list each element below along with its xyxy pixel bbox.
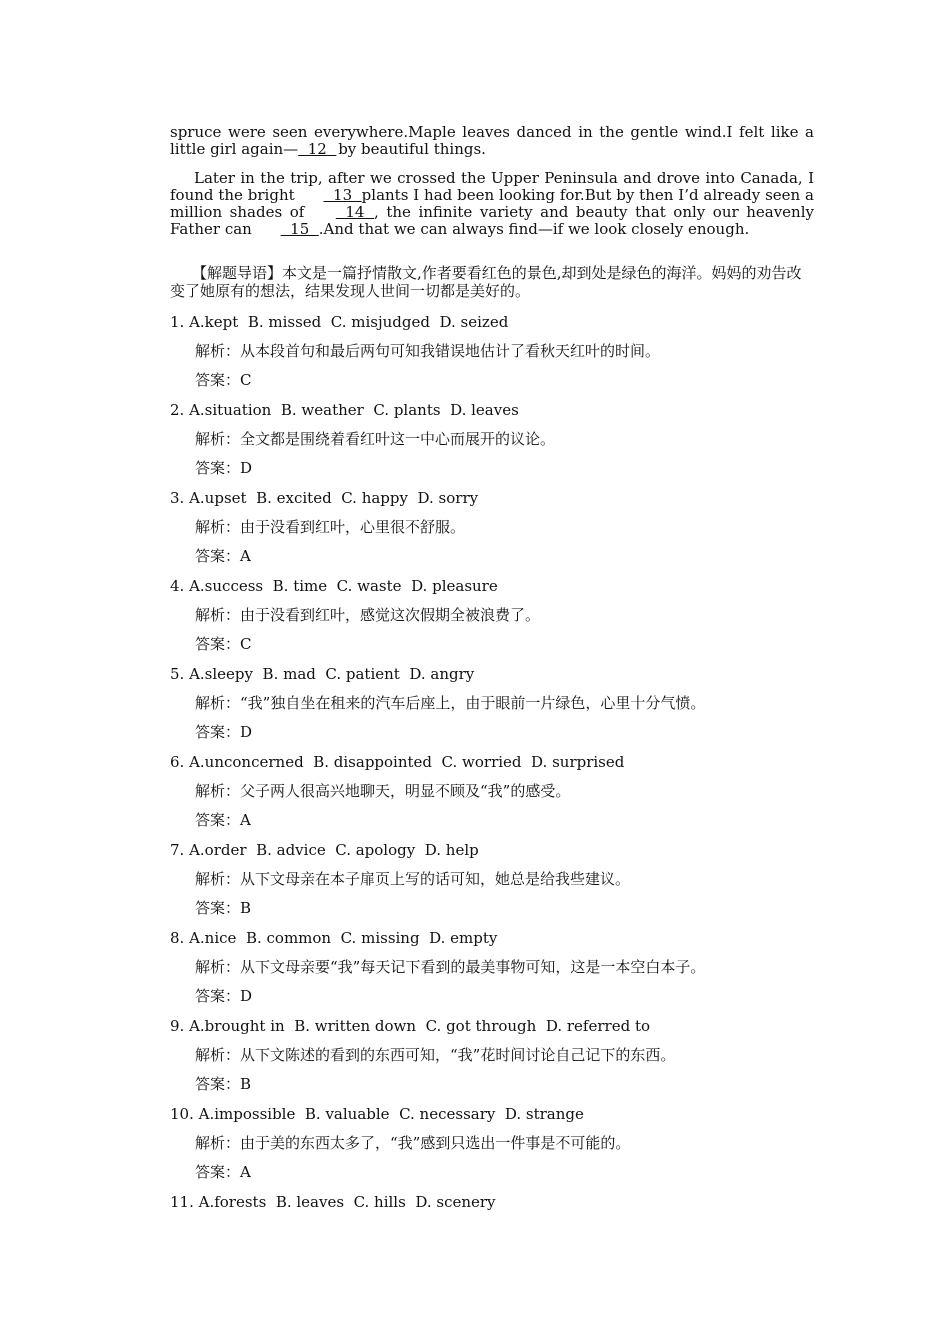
passage-paragraph-1 bbox=[170, 124, 814, 158]
question-options: 5. A.sleepy B. mad C. patient D. angry bbox=[170, 665, 475, 683]
question-analysis: 解析：“我”独自坐在租来的汽车后座上，由于眼前一片绿色，心里十分气愤。 bbox=[195, 694, 706, 712]
question-options: 7. A.order B. advice C. apology D. help bbox=[170, 841, 479, 859]
question-analysis: 解析：由于没看到红叶，感觉这次假期全被浪费了。 bbox=[195, 606, 541, 624]
question-item bbox=[170, 576, 830, 664]
question-options: 9. A.brought in B. written down C. got through D. referred to bbox=[170, 1017, 650, 1035]
question-analysis: 解析：由于没看到红叶，心里很不舒服。 bbox=[195, 518, 466, 536]
guide-label: 【解题导语】 bbox=[192, 264, 283, 282]
question-answer: 答案：D bbox=[195, 723, 253, 741]
question-list bbox=[170, 312, 830, 1221]
question-analysis: 解析：父子两人很高兴地聊天，明显不顾及“我”的感受。 bbox=[195, 782, 571, 800]
passage-text: Later in the trip, after we crossed the Upper Peninsula and drove into Canada, I found the bright bbox=[170, 169, 814, 204]
question-options: 2. A.situation B. weather C. plants D. leaves bbox=[170, 401, 519, 419]
blank-15: 15 bbox=[280, 220, 319, 238]
blank-13: 13 bbox=[323, 186, 362, 204]
question-analysis: 解析：从本段首句和最后两句可知我错误地估计了看秋天红叶的时间。 bbox=[195, 342, 661, 360]
question-item bbox=[170, 400, 830, 488]
question-answer: 答案：D bbox=[195, 987, 253, 1005]
passage bbox=[170, 124, 814, 238]
question-options: 1. A.kept B. missed C. misjudged D. seized bbox=[170, 313, 509, 331]
question-answer: 答案：C bbox=[195, 371, 252, 389]
question-answer: 答案：B bbox=[195, 899, 252, 917]
question-answer: 答案：C bbox=[195, 635, 252, 653]
blank-14: 14 bbox=[335, 203, 375, 221]
question-options: 6. A.unconcerned B. disappointed C. worried D. surprised bbox=[170, 753, 625, 771]
question-analysis: 解析：从下文母亲在本子扉页上写的话可知，她总是给我些建议。 bbox=[195, 870, 631, 888]
passage-text: spruce were seen everywhere.Maple leaves danced in the gentle wind.I felt like a little girl again— bbox=[170, 123, 814, 158]
question-options: 3. A.upset B. excited C. happy D. sorry bbox=[170, 489, 479, 507]
question-item bbox=[170, 840, 830, 928]
question-analysis: 解析：由于美的东西太多了，“我”感到只选出一件事是不可能的。 bbox=[195, 1134, 631, 1152]
passage-text: .And that we can always find—if we look closely enough. bbox=[318, 220, 750, 238]
question-options: 8. A.nice B. common C. missing D. empty bbox=[170, 929, 498, 947]
passage-text: plants I had been looking for.But by then I’d already seen a million shades of bbox=[170, 186, 814, 221]
passage-text: , the infinite variety and beauty that only our heavenly Father can bbox=[170, 203, 814, 238]
question-item bbox=[170, 1016, 830, 1104]
passage-paragraph-2 bbox=[170, 170, 814, 238]
question-analysis: 解析：全文都是围绕着看红叶这一中心而展开的议论。 bbox=[195, 430, 556, 448]
question-item bbox=[170, 1192, 830, 1221]
question-analysis: 解析：从下文陈述的看到的东西可知，“我”花时间讨论自己记下的东西。 bbox=[195, 1046, 676, 1064]
question-answer: 答案：A bbox=[195, 811, 251, 829]
question-answer: 答案：A bbox=[195, 547, 251, 565]
guide-text: 本文是一篇抒情散文,作者要看红色的景色,却到处是绿色的海洋。妈妈的劝告改变了她原有的想法，结果发现人世间一切都是美好的。 bbox=[170, 264, 802, 300]
question-answer: 答案：A bbox=[195, 1163, 251, 1181]
question-answer: 答案：D bbox=[195, 459, 253, 477]
blank-12: 12 bbox=[298, 140, 337, 158]
question-item bbox=[170, 312, 830, 400]
question-options: 11. A.forests B. leaves C. hills D. scenery bbox=[170, 1193, 496, 1211]
question-options: 4. A.success B. time C. waste D. pleasure bbox=[170, 577, 498, 595]
question-item bbox=[170, 488, 830, 576]
question-item bbox=[170, 928, 830, 1016]
passage-text: by beautiful things. bbox=[338, 140, 486, 158]
guide-section bbox=[170, 264, 814, 300]
question-options: 10. A.impossible B. valuable C. necessary D. strange bbox=[170, 1105, 584, 1123]
question-item bbox=[170, 752, 830, 840]
question-analysis: 解析：从下文母亲要“我”每天记下看到的最美事物可知，这是一本空白本子。 bbox=[195, 958, 706, 976]
question-item bbox=[170, 1104, 830, 1192]
question-item bbox=[170, 664, 830, 752]
question-answer: 答案：B bbox=[195, 1075, 252, 1093]
